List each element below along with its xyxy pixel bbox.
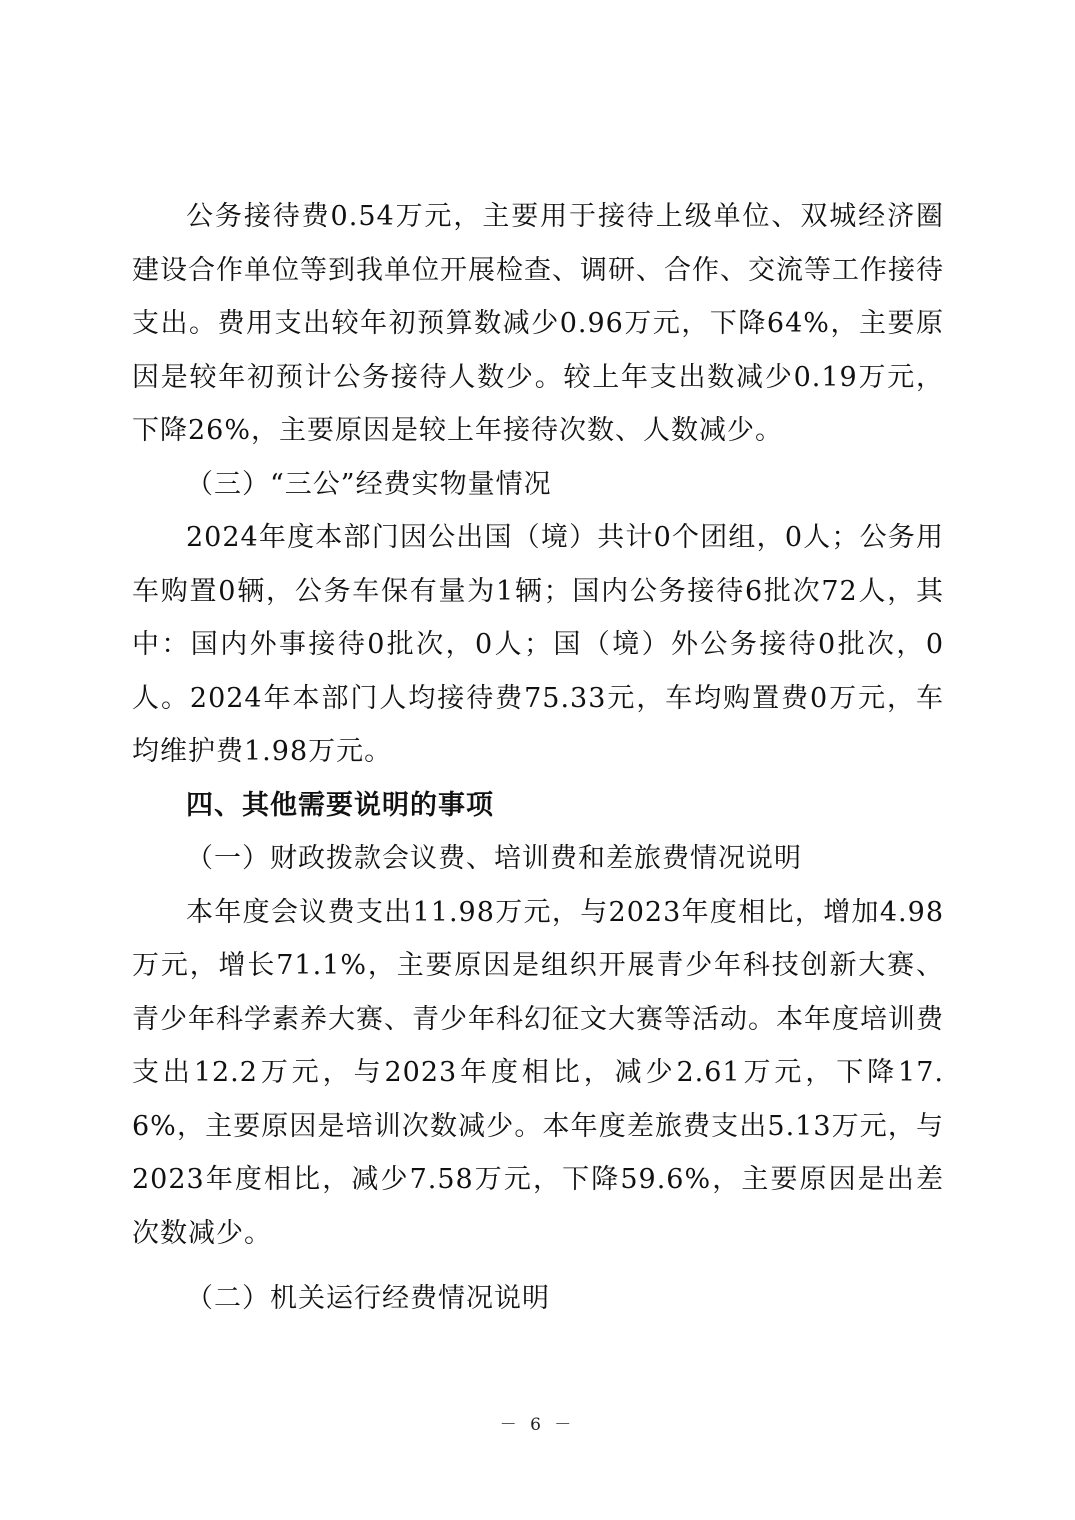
page-number: － 6 － bbox=[499, 1415, 576, 1435]
page-content bbox=[132, 190, 944, 1326]
paragraph-reception-fee: 公务接待费0.54万元，主要用于接待上级单位、双城经济圈建设合作单位等到我单位开展检查、调研、合作、交流等工作接待支出。费用支出较年初预算数减少0.96万元，下降64%，主要原因是较年初预计公务接待人数少。较上年支出数减少0.19万元，下降26%，主要原因是较上年接待次数、人数减少。 bbox=[132, 201, 944, 446]
paragraph-physical-quantity: 2024年度本部门因公出国（境）共计0个团组，0人；公务用车购置0辆，公务车保有量为1辆；国内公务接待6批次72人，其中：国内外事接待0批次，0人；国（境）外公务接待0批次，0人。2024年本部门人均接待费75.33元，车均购置费0万元，车均维护费1.98万元。 bbox=[132, 522, 944, 767]
heading-other-matters: 四、其他需要说明的事项 bbox=[186, 789, 494, 821]
paragraph-meeting-training-travel: 本年度会议费支出11.98万元，与2023年度相比，增加4.98万元，增长71.1%，主要原因是组织开展青少年科技创新大赛、青少年科学素养大赛、青少年科幻征文大赛等活动。本年度培训费支出12.2万元，与2023年度相比，减少2.61万元，下降17.6%，主要原因是培训次数减少。本年度差旅费支出5.13万元，与2023年度相比，减少7.58万元，下降59.6%，主要原因是出差次数减少。 bbox=[132, 896, 944, 1249]
subheading-operating-expenses: （二）机关运行经费情况说明 bbox=[186, 1283, 550, 1314]
subheading-meeting-training-travel: （一）财政拨款会议费、培训费和差旅费情况说明 bbox=[186, 843, 802, 874]
subheading-three-public-quantity: （三）“三公”经费实物量情况 bbox=[186, 468, 552, 500]
